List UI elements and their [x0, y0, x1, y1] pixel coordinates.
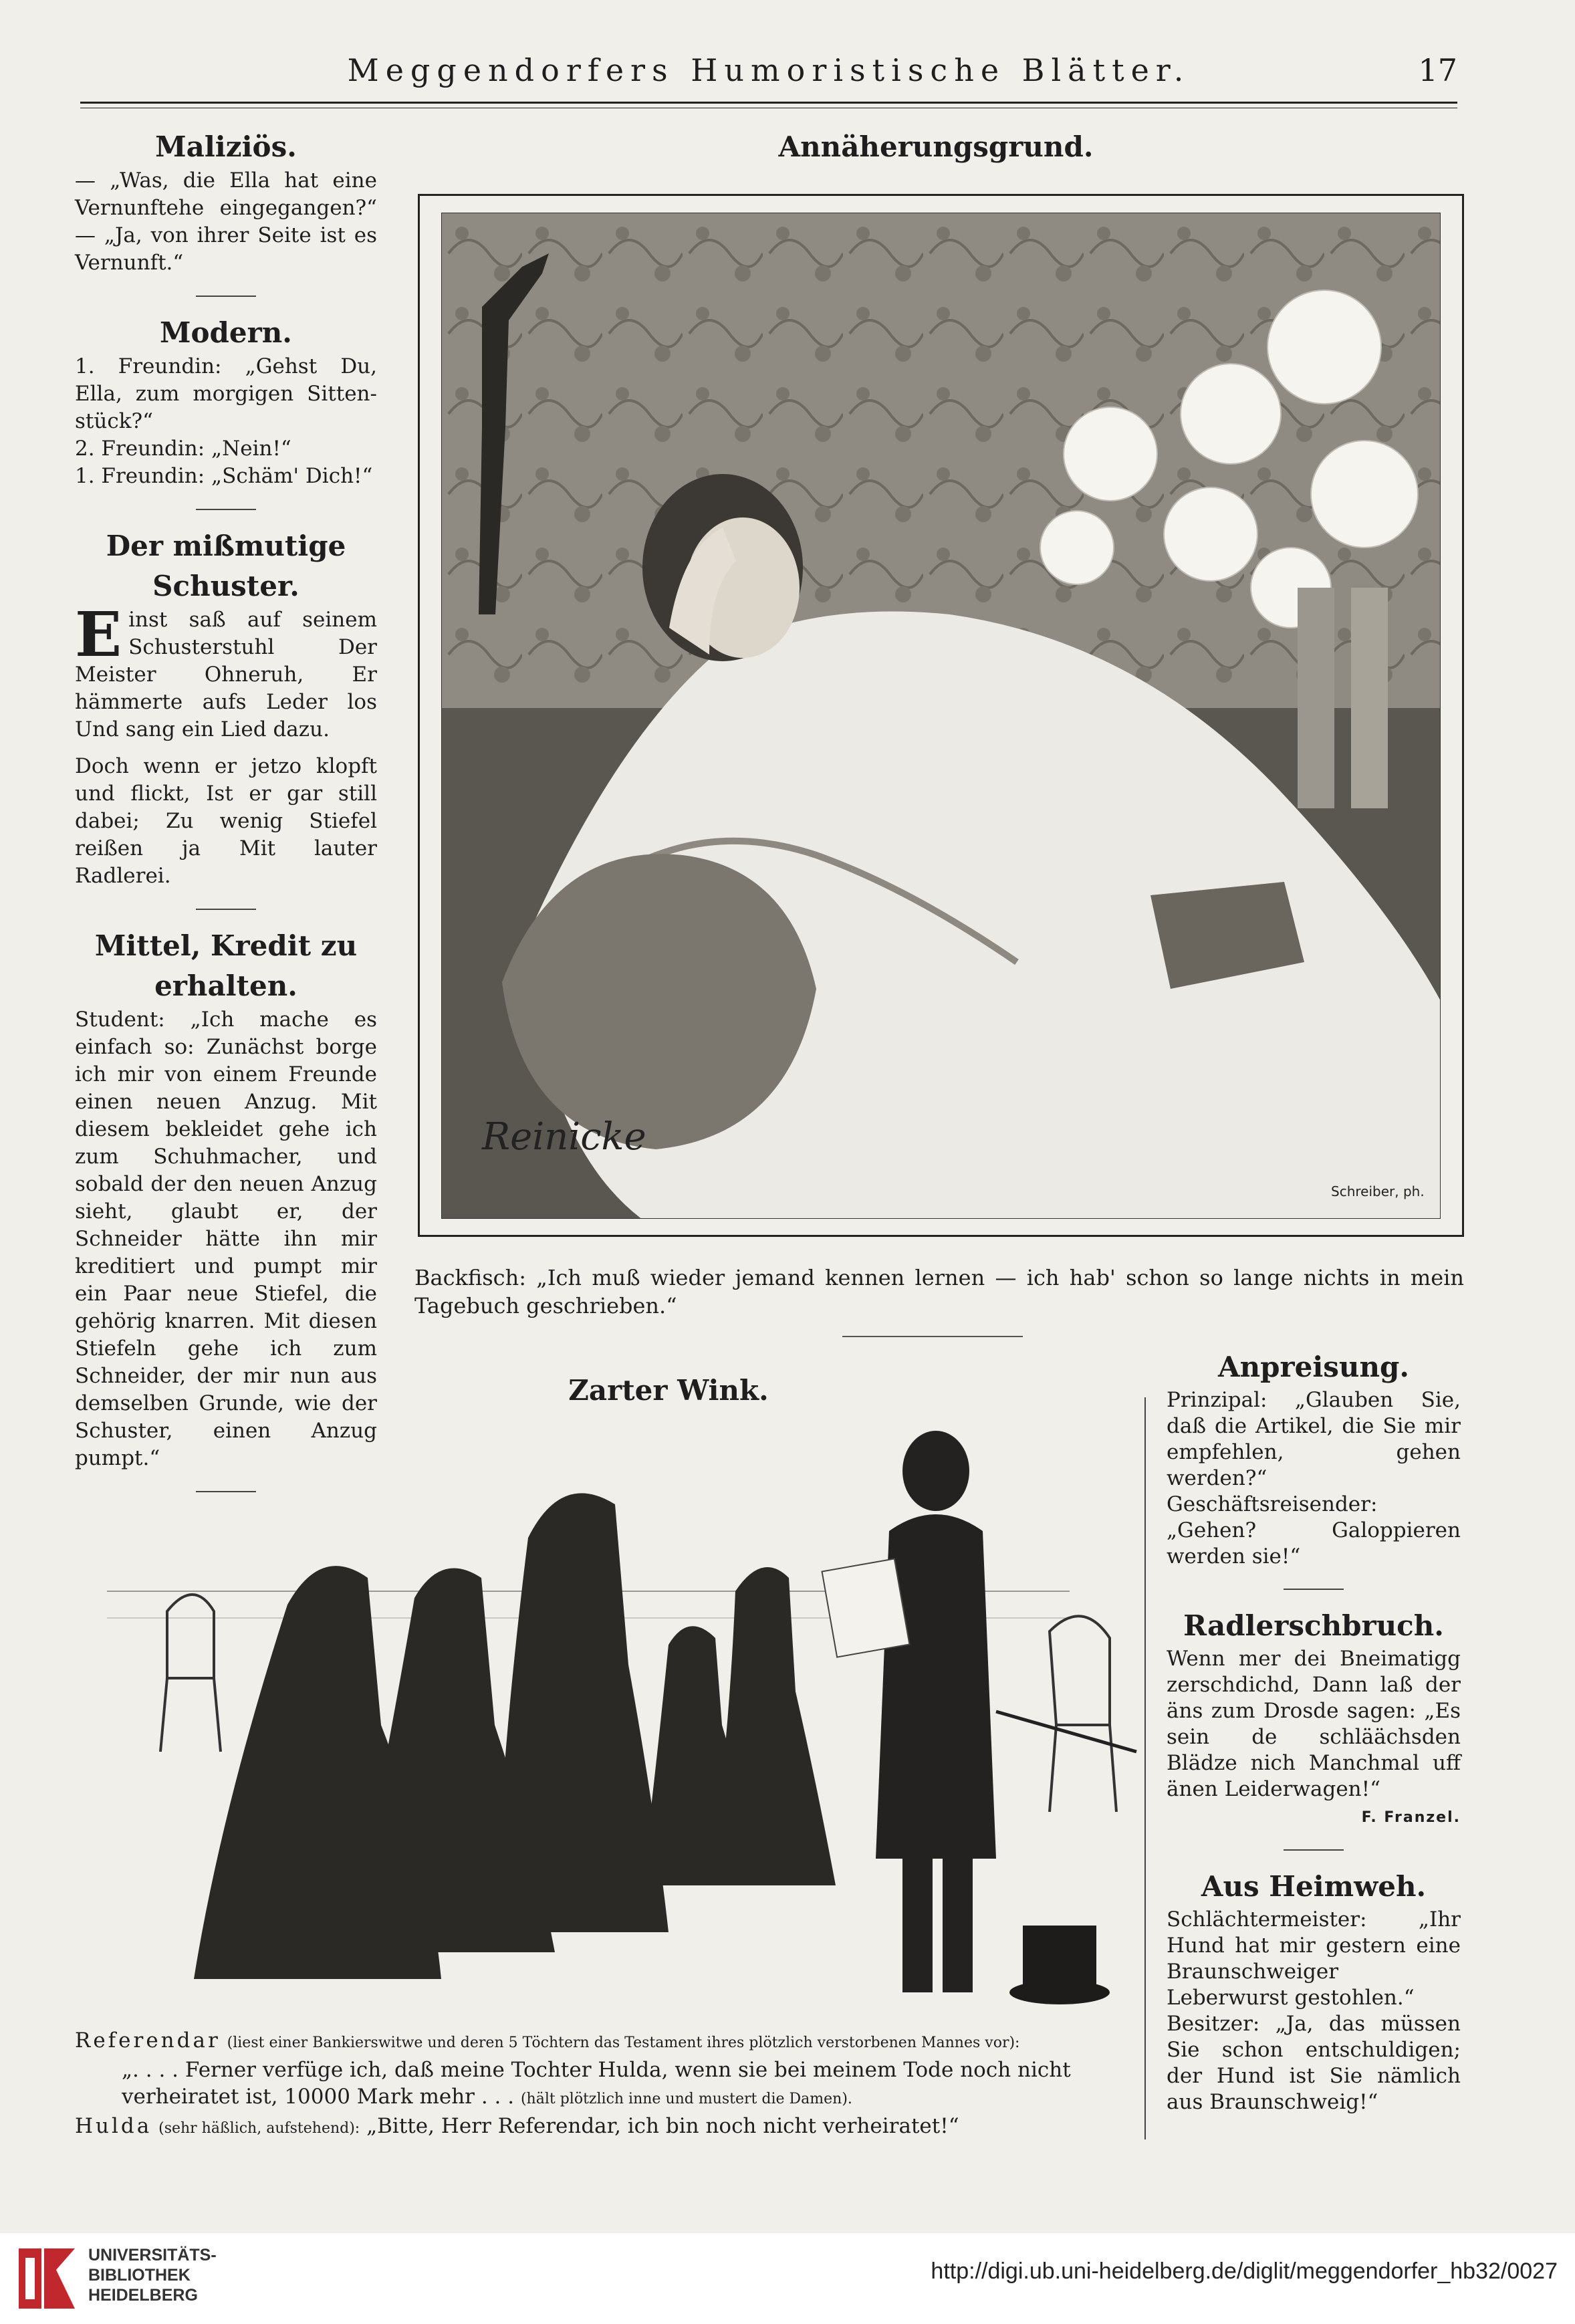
header-rule	[80, 102, 1457, 108]
dropcap: E	[75, 598, 122, 671]
separator	[196, 909, 256, 910]
reclining-woman-illustration	[441, 213, 1441, 1219]
library-name	[88, 2245, 217, 2305]
heimweh-text-2: Besitzer: „Ja, das müssen Sie schon entschuldigen; der Hund ist Sie nämlich aus Braunschweig!“	[1167, 2012, 1461, 2114]
stage-note: (hält plötzlich inne und mustert die Damen).	[520, 2091, 852, 2107]
left-column	[75, 127, 377, 1508]
testament-text: „. . . . Ferner verfüge ich, daß meine Tochter Hulda, wenn sie bei meinem Tode noch nicht verheiratet ist, 10000 Mark mehr . . .	[122, 2058, 1071, 2109]
modern-line: 1. Freundin: „Gehst Du, Ella, zum morgigen Sittenstück?“	[75, 354, 377, 433]
mittel-title: Mittel, Kredit zu erhalten.	[94, 929, 358, 1002]
main-illustration-title: Annäherungsgrund.	[778, 130, 1094, 163]
heimweh-title: Aus Heimweh.	[1201, 1870, 1427, 1903]
maliziös-text: — „Was, die Ella hat eine Vernunftehe eingegangen?“ — „Ja, von ihrer Seite ist es Vernunft.“	[75, 168, 377, 275]
anpreisung-text-1: Prinzipal: „Glauben Sie, daß die Artikel, die Sie mir empfehlen, gehen werden?“	[1167, 1388, 1461, 1490]
maliziös-title: Maliziös.	[155, 130, 297, 163]
schuster-stanza-2: Doch wenn er jetzo klopft und flickt, Ist er gar still dabei; Zu wenig Stiefel reißen ja Mit lauter Radlerei.	[75, 754, 377, 888]
modern-line: 2. Freundin: „Nein!“	[75, 437, 291, 461]
ub-heidelberg-logo-icon	[15, 2243, 79, 2314]
caption-line	[75, 2057, 1138, 2113]
separator	[1284, 1849, 1344, 1851]
modern-line: 1. Freundin: „Schäm' Dich!“	[75, 464, 373, 488]
radler-title: Radlerschbruch.	[1183, 1609, 1444, 1642]
page-number: 17	[1418, 52, 1457, 88]
column-divider	[1144, 1397, 1146, 2139]
engraver-credit: Schreiber, ph.	[1331, 1183, 1425, 1199]
schuster-stanza-1-text: inst saß auf seinem Schusterstuhl Der Meister Ohneruh, Er hämmerte aufs Leder los Und sang ein Lied dazu.	[75, 608, 377, 741]
radler-author: F. Franzel.	[1361, 1809, 1461, 1826]
stage-note: (sehr häßlich, aufstehend):	[158, 2120, 360, 2137]
main-illustration-caption: Backfisch: „Ich muß wieder jemand kennen lernen — ich hab' schon so lange nichts in mein Tagebuch geschrieben.“	[414, 1265, 1464, 1318]
right-column	[1167, 1347, 1461, 2115]
mittel-text: Student: „Ich mache es einfach so: Zunächst borge ich mir von einem Freunde einen neuen Anzug. Mit diesem bekleidet gehe ich zum Schuhmacher, und sobald der den neuen Anzug sieht, glaubt er, der Schneider hätte ihn mir kreditiert und pumpt mir ein Paar neue Stiefel, die gehörig knarren. Mit diesen Stiefeln gehe ich zum Schneider, der mir nun aus demselben Grunde, wie der Schuster, einen Anzug pumpt.“	[75, 1008, 377, 1470]
schuster-stanza-1	[75, 598, 377, 743]
page-header	[80, 52, 1457, 99]
separator	[1284, 1589, 1344, 1590]
header-title: Meggendorfers Humoristische Blätter.	[347, 52, 1191, 88]
anpreisung-title: Anpreisung.	[1217, 1351, 1409, 1383]
radler-author-line	[1167, 1803, 1461, 1831]
library-name-line: BIBLIOTHEK	[88, 2266, 191, 2285]
separator	[196, 509, 256, 510]
separator	[842, 1336, 1023, 1337]
modern-title: Modern.	[160, 316, 292, 349]
library-name-line: HEIDELBERG	[88, 2286, 198, 2305]
heimweh-text-1: Schlächtermeister: „Ihr Hund hat mir gestern eine Braunschweiger Leberwurst gestohlen.“	[1167, 1907, 1461, 2010]
zarter-wink-illustration	[67, 1377, 1143, 2012]
source-url[interactable]: http://digi.ub.uni-heidelberg.de/diglit/meggendorfer_hb32/0027	[931, 2258, 1558, 2284]
speaker-referendar: Referendar	[75, 2028, 221, 2053]
schuster-title: Der mißmutige Schuster.	[106, 530, 346, 602]
library-name-line: UNIVERSITÄTS-	[88, 2246, 217, 2264]
speaker-hulda: Hulda	[75, 2114, 152, 2138]
hulda-reply: „Bitte, Herr Referendar, ich bin noch nicht verheiratet!“	[366, 2114, 959, 2138]
radler-text: Wenn mer dei Bneimatigg zerschdichd, Dann laß der äns zum Drosde sagen: „Es sein de schläächsden Blädze nich Manchmal uff änen Leiderwagen!“	[1167, 1647, 1461, 1801]
zarter-wink-caption	[75, 2027, 1138, 2142]
zarter-wink-title: Zarter Wink.	[568, 1374, 769, 1407]
separator	[196, 296, 256, 297]
artist-signature: Reinicke	[482, 1115, 646, 1159]
anpreisung-text-2: Geschäftsreisender: „Gehen? Galoppieren werden sie!“	[1167, 1492, 1461, 1568]
stage-note: (liest einer Bankierswitwe und deren 5 Töchtern das Testament ihres plötzlich verstorbenen Mannes vor):	[227, 2035, 1020, 2051]
